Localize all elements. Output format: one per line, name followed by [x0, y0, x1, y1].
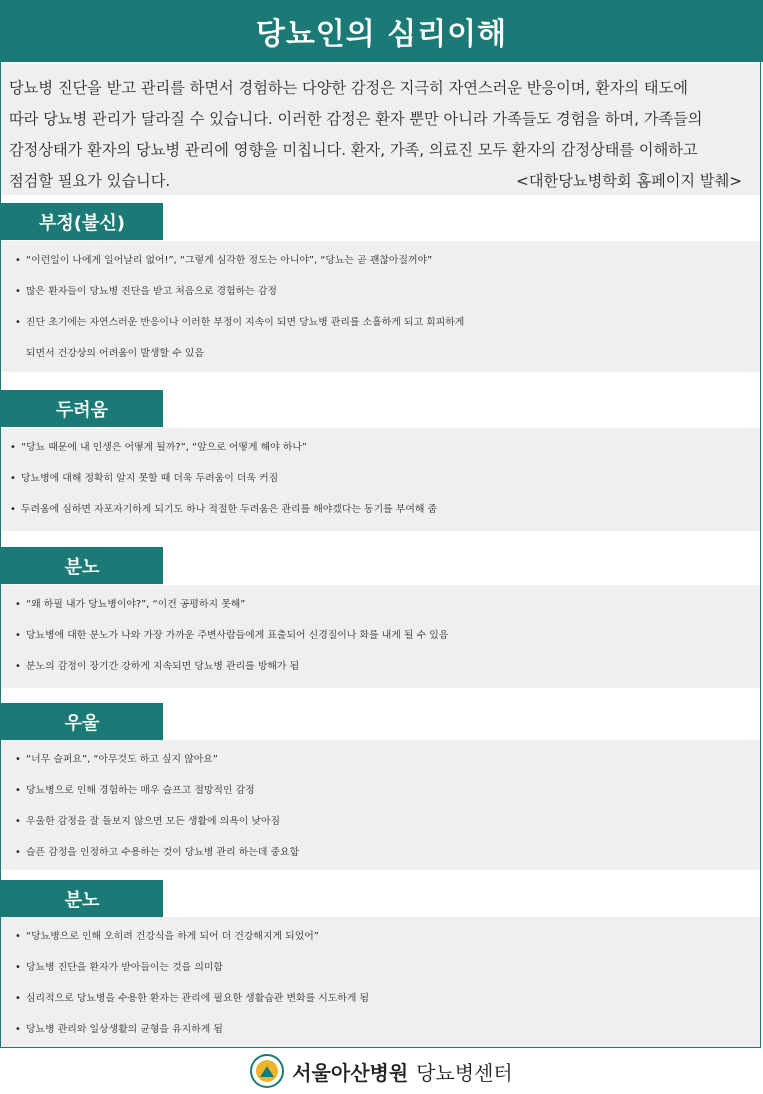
bullet-icon: •	[15, 1024, 21, 1035]
bullet-icon: •	[15, 962, 21, 973]
intro-line: 따라 당뇨병 관리가 달라질 수 있습니다. 이러한 감정은 환자 뿐만 아니라 가족들도 경험을 하며, 가족들의	[9, 110, 703, 128]
page-title: 당뇨인의 심리이해	[0, 0, 763, 62]
bullet-icon: •	[15, 993, 21, 1004]
intro-line	[9, 166, 752, 197]
list-item: • 당뇨병에 대해 정확히 알지 못할 때 더욱 두려움이 더욱 커짐	[1, 463, 760, 494]
section-heading-denial: 부정(불신)	[1, 203, 163, 240]
bullet-icon: •	[15, 754, 21, 765]
bullet-icon: •	[10, 504, 16, 515]
list-item: • “당뇨병으로 인해 오히려 건강식을 하게 되어 더 건강해지게 되었어”	[1, 921, 760, 952]
hospital-name: 서울아산병원	[292, 1060, 409, 1085]
section-heading-depression: 우울	[1, 703, 163, 740]
bullet-icon: •	[15, 255, 21, 266]
intro-source: <대한당뇨병학회 홈페이지 발췌>	[516, 172, 742, 190]
footer	[0, 1048, 763, 1094]
list-item: • “왜 하필 내가 당뇨병이야?”, “이건 공평하지 못해”	[1, 589, 760, 620]
list-item: • 많은 환자들이 당뇨병 진단을 받고 처음으로 경험하는 감정	[1, 276, 760, 307]
intro-line-text: 점검할 필요가 있습니다.	[9, 172, 171, 190]
bullet-icon: •	[15, 286, 21, 297]
bullet-icon: •	[15, 785, 21, 796]
list-item: • “당뇨 때문에 내 인생은 어떻게 될까?”, “앞으로 어떻게 해야 하나”	[1, 432, 760, 463]
list-item: • 두려움에 심하면 자포자기하게 되기도 하나 적절한 두려움은 관리를 해야겠다는 동기를 부여해 줌	[1, 494, 760, 525]
bullet-icon: •	[15, 630, 21, 641]
bullet-icon: •	[10, 473, 16, 484]
list-item-continuation: 되면서 건강상의 어려움이 발생할 수 있음	[26, 348, 204, 359]
bullet-icon: •	[15, 931, 21, 942]
bullet-icon: •	[15, 816, 21, 827]
bullet-icon: •	[10, 442, 16, 453]
list-item: • 심리적으로 당뇨병을 수용한 환자는 관리에 필요한 생활습관 변화를 시도하게 됨	[1, 983, 760, 1014]
hospital-logo-icon	[250, 1054, 284, 1088]
section-heading-anger: 분노	[1, 547, 163, 584]
section-heading-acceptance: 분노	[1, 880, 163, 917]
list-item: • “이런일이 나에게 일어날리 없어!”, “그렇게 심각한 정도는 아니야”, “당뇨는 곧 괜찮아질꺼야”	[1, 245, 760, 276]
section-body-fear	[1, 428, 760, 531]
list-item: • 당뇨병에 대한 분노가 나와 가장 가까운 주변사람들에게 표출되어 신경질이나 화를 내게 될 수 있음	[1, 620, 760, 651]
bullet-icon: •	[15, 661, 21, 672]
list-item: • 당뇨병 진단을 환자가 받아들이는 것을 의미함	[1, 952, 760, 983]
list-item: • 슬픈 감정을 인정하고 수용하는 것이 당뇨병 관리 하는데 중요함	[1, 837, 760, 868]
center-name: 당뇨병센터	[416, 1060, 513, 1085]
section-heading-fear: 두려움	[1, 390, 163, 427]
section-body-depression	[1, 740, 760, 870]
intro-line: 감정상태가 환자의 당뇨병 관리에 영향을 미칩니다. 환자, 가족, 의료진 모두 환자의 감정상태를 이해하고	[9, 141, 698, 159]
section-body-denial	[1, 241, 760, 372]
list-item: • “너무 슬퍼요”, “아무것도 하고 싶지 않아요”	[1, 744, 760, 775]
list-item: • 당뇨병 관리와 일상생활의 균형을 유지하게 됨	[1, 1014, 760, 1045]
bullet-icon: •	[15, 317, 21, 328]
list-item: • 진단 초기에는 자연스러운 반응이나 이러한 부정이 지속이 되면 당뇨병 관리를 소홀하게 되고 회피하게	[1, 307, 760, 338]
intro-line: 당뇨병 진단을 받고 관리를 하면서 경험하는 다양한 감정은 지극히 자연스러운 반응이며, 환자의 태도에	[9, 79, 688, 97]
section-body-anger	[1, 585, 760, 688]
list-item: • 우울한 감정을 잘 돌보지 않으면 모든 생활에 의욕이 낮아짐	[1, 806, 760, 837]
list-item: • 당뇨병으로 인해 경험하는 매우 슬프고 절망적인 감정	[1, 775, 760, 806]
bullet-icon: •	[15, 599, 21, 610]
bullet-icon: •	[15, 847, 21, 858]
list-item: • 분노의 감정이 장기간 강하게 지속되면 당뇨병 관리를 방해가 됨	[1, 651, 760, 682]
section-body-acceptance	[1, 917, 760, 1047]
intro-paragraph	[1, 64, 760, 195]
